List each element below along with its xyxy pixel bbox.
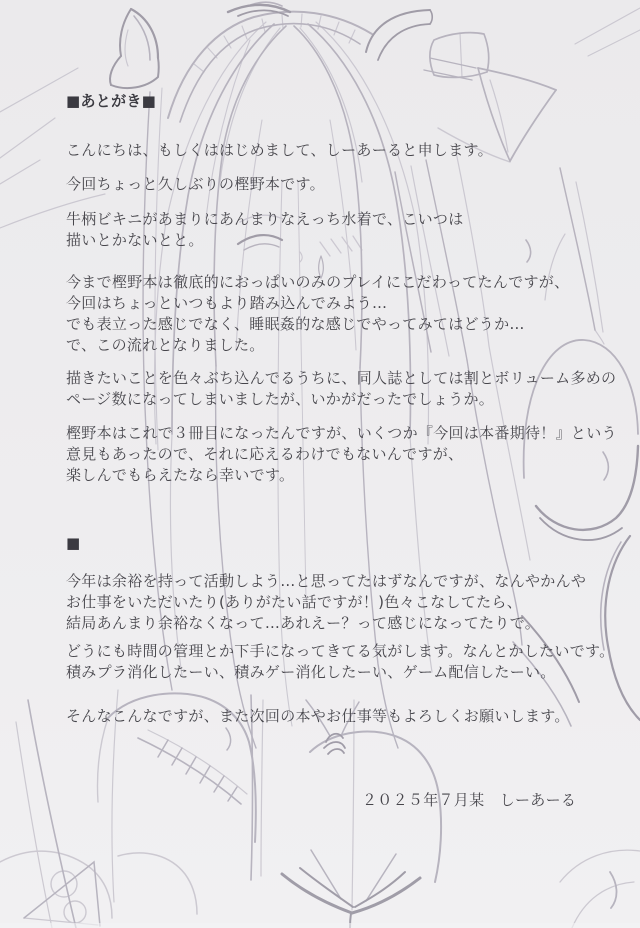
text-line: 楽しんでもらえたなら幸いです。: [66, 466, 295, 484]
text-line: 描きたいことを色々ぶち込んでるうちに、同人誌としては割とボリューム多めの: [66, 369, 617, 387]
signature-line: ２０２５年７月某 しーあーる: [362, 791, 577, 809]
text-line: 積みプラ消化したーい、積みゲー消化したーい、ゲーム配信したーい。: [66, 663, 556, 681]
paragraph-bikini: [66, 209, 464, 251]
text-line: で、この流れとなりました。: [66, 336, 265, 354]
page-title: ■あとがき■: [66, 92, 157, 110]
text-line: 今まで樫野本は徹底的におっぱいのみのプレイにこだわってたんですが、: [66, 273, 570, 291]
text-line: 描いとかないとと。: [66, 231, 204, 249]
text-line: 今回はちょっといつもより踏み込んでみよう…: [66, 294, 388, 312]
paragraph-greeting: [66, 140, 493, 161]
text-line: ページ数になってしまいましたが、いかがだったでしょうか。: [66, 390, 495, 408]
text-line: お仕事をいただいたり(ありがたい話ですが！)色々こなしてたら、: [66, 593, 523, 611]
text-line: 意見もあったので、それに応えるわけでもないんですが、: [66, 445, 464, 463]
text-line: そんなこんなですが、また次回の本やお仕事等もよろしくお願いします。: [66, 707, 570, 725]
paragraph-book-intro: [66, 174, 325, 195]
text-line: どうにも時間の管理とか下手になってきてる気がします。なんとかしたいです。: [66, 642, 615, 660]
text-line: 樫野本はこれで３冊目になったんですが、いくつか『今回は本番期待！』という: [66, 424, 617, 442]
text-line: こんにちは、もしくははじめまして、しーあーると申します。: [66, 141, 493, 159]
text-line: 今回ちょっと久しぶりの樫野本です。: [66, 175, 325, 193]
paragraph-closing: [66, 706, 570, 727]
text-line: 牛柄ビキニがあまりにあんまりなえっち水着で、こいつは: [66, 210, 464, 228]
paragraph-third-book: [66, 423, 617, 486]
paragraph-volume: [66, 368, 616, 410]
section-break-marker: ■: [66, 534, 81, 552]
paragraph-concept: [66, 272, 569, 356]
text-line: でも表立った感じでなく、睡眠姦的な感じでやってみてはどうか…: [66, 315, 525, 333]
paragraph-time-management: [66, 641, 614, 683]
text-line: 結局あんまり余裕なくなって…あれえー？って感じになってたりで。: [66, 614, 541, 632]
paragraph-this-year: [66, 571, 586, 634]
text-line: 今年は余裕を持って活動しよう…と思ってたはずなんですが、なんやかんや: [66, 572, 587, 590]
